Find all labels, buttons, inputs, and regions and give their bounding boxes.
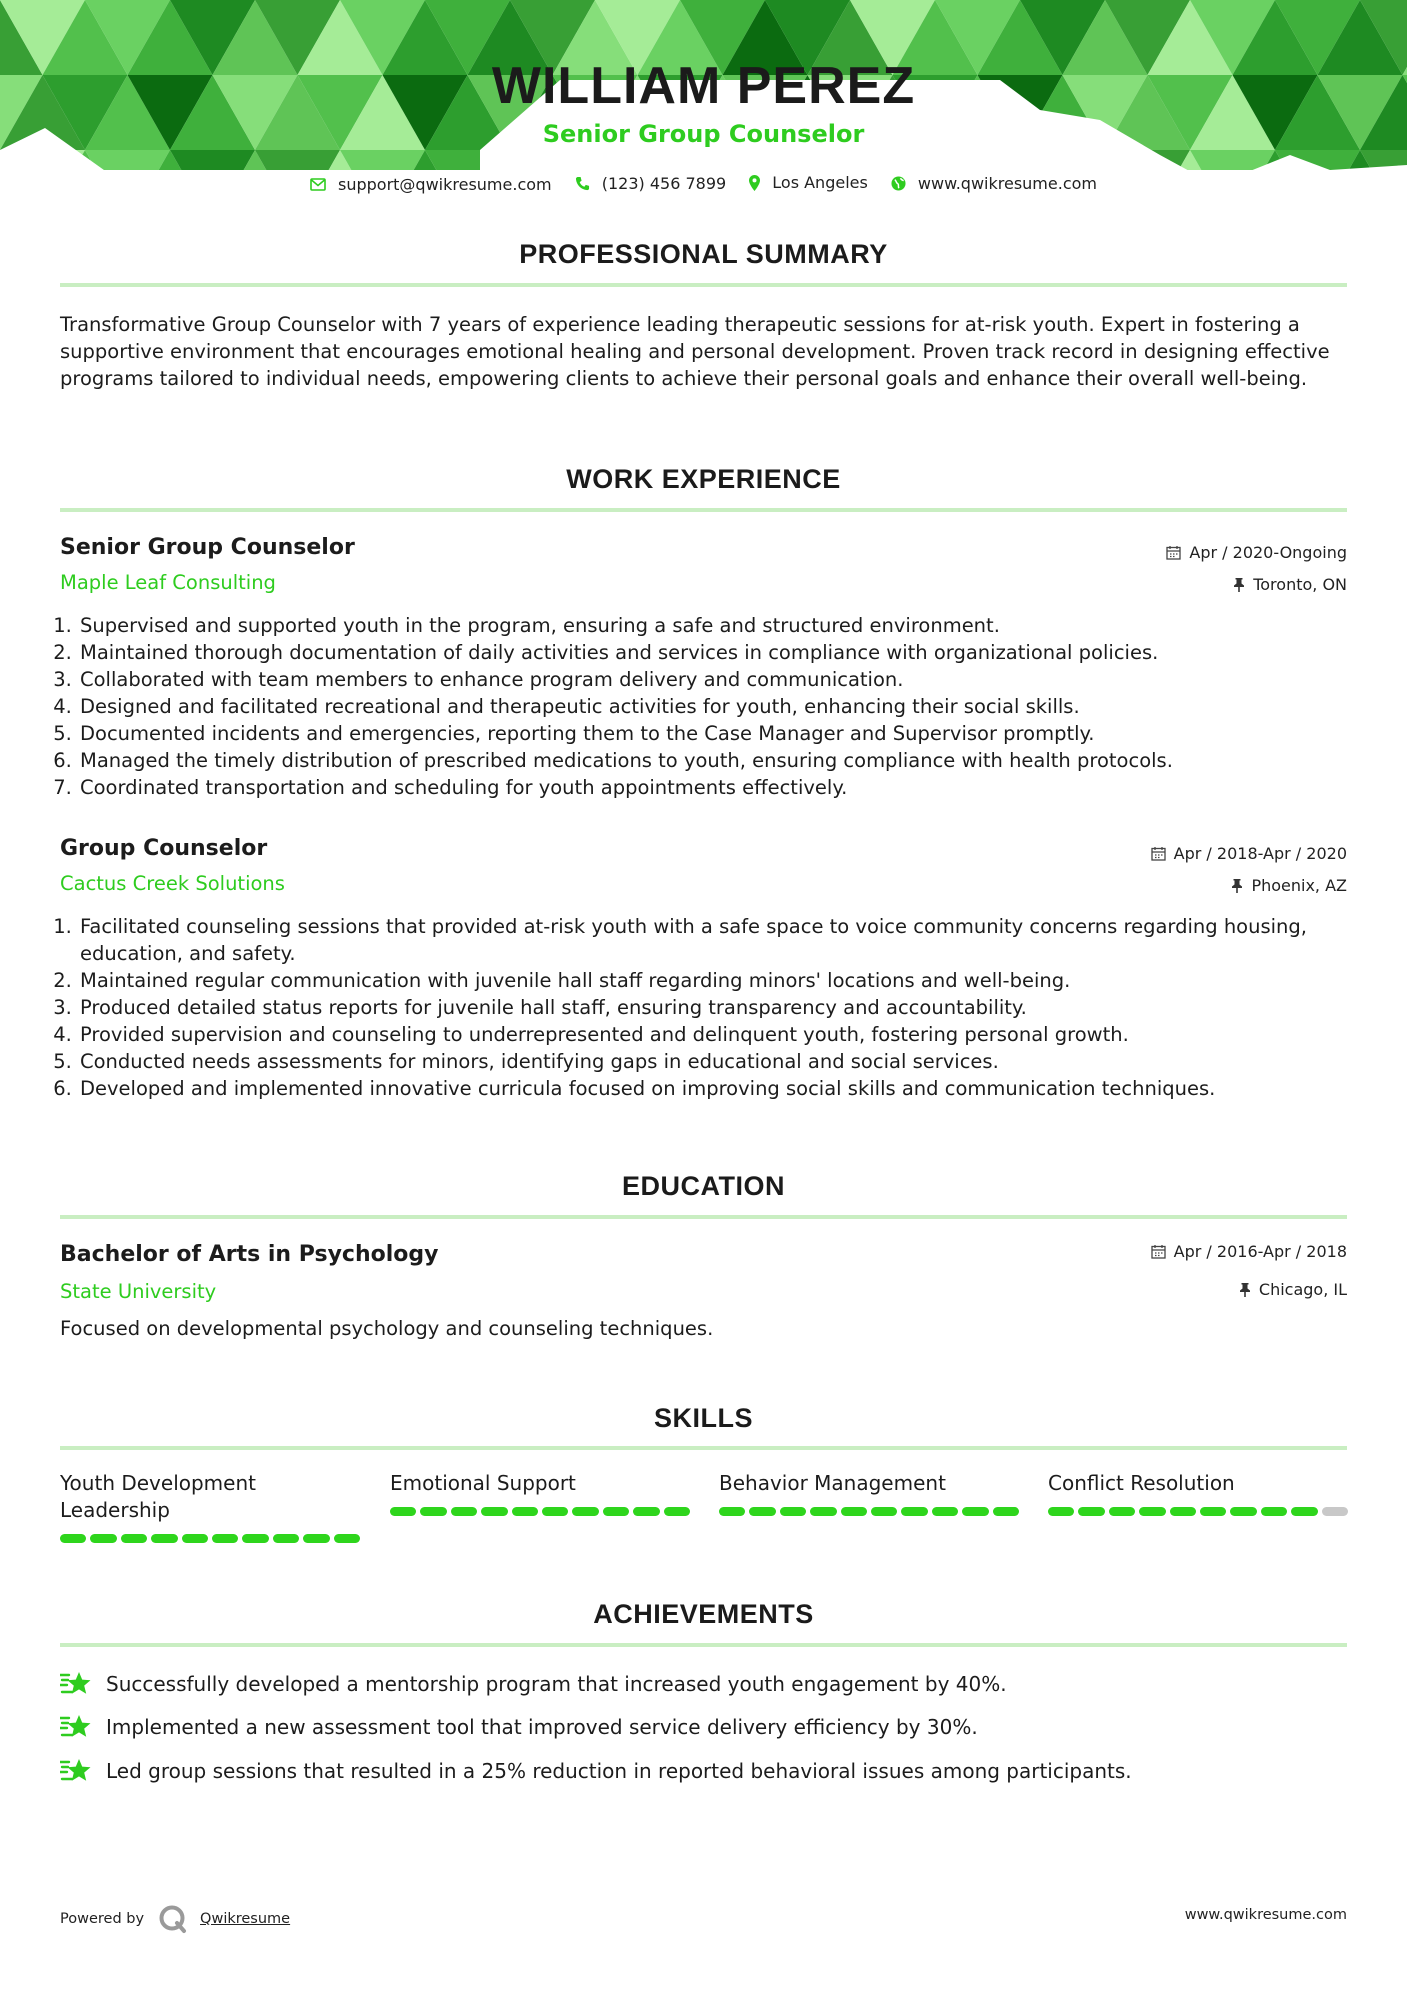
contact-email[interactable]	[310, 175, 552, 194]
qwikresume-link[interactable]: Qwikresume	[200, 1911, 291, 1927]
skill-level-segment	[1200, 1507, 1226, 1516]
job-2-role: Group Counselor	[60, 836, 268, 861]
list-item: 4. Provided supervision and counseling to underrepresented and delinquent youth, fostering personal growth.	[78, 1021, 1368, 1048]
skill-level-segment	[1109, 1507, 1135, 1516]
skill-level-segment	[932, 1507, 958, 1516]
education-dates-text: Apr / 2016-Apr / 2018	[1173, 1242, 1347, 1261]
skill-level-segment	[1170, 1507, 1196, 1516]
skill-item	[390, 1470, 690, 1516]
contact-phone-text: (123) 456 7899	[601, 173, 727, 193]
skill-level-segment	[542, 1507, 568, 1516]
skill-level-segment	[182, 1534, 208, 1543]
job-2-company: Cactus Creek Solutions	[60, 872, 285, 895]
skill-level-segment	[1261, 1507, 1287, 1516]
list-item: 5. Conducted needs assessments for minors, identifying gaps in educational and social services.	[78, 1048, 1368, 1075]
achievement-item	[60, 1713, 978, 1741]
powered-by-label: Powered by	[60, 1911, 145, 1927]
skill-level-segment	[390, 1507, 416, 1516]
skill-level-segment	[512, 1507, 538, 1516]
skill-level-segment	[1048, 1507, 1074, 1516]
pushpin-icon	[1233, 577, 1245, 592]
job-2-dates-text: Apr / 2018-Apr / 2020	[1173, 844, 1347, 863]
footer-powered-by	[60, 1904, 290, 1934]
skill-level-segment	[481, 1507, 507, 1516]
pushpin-icon	[1239, 1282, 1251, 1297]
skill-level-segment	[90, 1534, 116, 1543]
job-2-dates	[1151, 844, 1347, 863]
list-item: 2. Maintained regular communication with juvenile hall staff regarding minors' locations and well-being.	[78, 967, 1368, 994]
job-1-role: Senior Group Counselor	[60, 535, 355, 560]
skill-level-segment	[242, 1534, 268, 1543]
list-item: 5. Documented incidents and emergencies, reporting them to the Case Manager and Supervisor promptly.	[78, 720, 1368, 747]
achievements-heading: ACHIEVEMENTS	[593, 1599, 814, 1629]
skill-level-segment	[420, 1507, 446, 1516]
education-location	[1239, 1280, 1347, 1299]
star-icon	[60, 1713, 92, 1741]
contact-website[interactable]	[891, 174, 1097, 193]
footer-url[interactable]: www.qwikresume.com	[1184, 1907, 1347, 1923]
education-school: State University	[60, 1280, 217, 1303]
star-icon	[60, 1670, 92, 1698]
pushpin-icon	[1231, 878, 1243, 893]
skill-item	[60, 1470, 360, 1543]
list-item: 6. Developed and implemented innovative curricula focused on improving social skills and communication techniques.	[78, 1075, 1368, 1102]
qwikresume-logo	[158, 1904, 188, 1934]
globe-icon	[891, 176, 906, 191]
job-1-location	[1233, 575, 1347, 594]
skill-level-segment	[664, 1507, 690, 1516]
job-1-dates-text: Apr / 2020-Ongoing	[1189, 543, 1347, 562]
list-item: 3. Collaborated with team members to enhance program delivery and communication.	[78, 666, 1368, 693]
job-title: Senior Group Counselor	[542, 120, 865, 148]
skill-level-segment	[121, 1534, 147, 1543]
skill-level-segment	[810, 1507, 836, 1516]
job-1-bullets	[60, 612, 1368, 801]
skill-name: Emotional Support	[390, 1471, 576, 1495]
skill-level-segment	[334, 1534, 360, 1543]
education-dates	[1151, 1242, 1347, 1261]
calendar-icon	[1151, 1244, 1166, 1259]
skill-level-bar	[390, 1507, 690, 1516]
skill-item	[1048, 1470, 1348, 1516]
achievement-item	[60, 1670, 1007, 1698]
skill-level-bar	[1048, 1507, 1348, 1516]
achievement-item	[60, 1757, 1132, 1785]
skill-level-segment	[603, 1507, 629, 1516]
job-2-location-text: Phoenix, AZ	[1251, 876, 1347, 895]
job-2-location	[1231, 876, 1347, 895]
summary-text: Transformative Group Counselor with 7 years of experience leading therapeutic sessions for at-risk youth. Expert in fostering a supportive environment that encourages emotional healing and personal development. Proven track record in designing effective programs tailored to individual needs, empowering clients to achieve their personal goals and enhance their overall well-being.	[60, 313, 1330, 390]
skill-item	[719, 1470, 1019, 1516]
skill-level-bar	[719, 1507, 1019, 1516]
list-item: 1. Facilitated counseling sessions that provided at-risk youth with a safe space to voice community concerns regarding housing, education, and safety.	[78, 913, 1368, 967]
skill-level-segment	[1078, 1507, 1104, 1516]
skill-level-segment	[212, 1534, 238, 1543]
calendar-icon	[1166, 545, 1181, 560]
contact-location-text: Los Angeles	[772, 173, 868, 192]
list-item: 3. Produced detailed status reports for juvenile hall staff, ensuring transparency and accountability.	[78, 994, 1368, 1021]
contact-website-text: www.qwikresume.com	[917, 173, 1097, 193]
job-1-dates	[1166, 543, 1347, 562]
job-2-bullets	[60, 913, 1368, 1102]
skill-name: Youth Development Leadership	[60, 1471, 256, 1522]
map-pin-icon	[749, 175, 760, 191]
education-heading: EDUCATION	[622, 1171, 785, 1201]
skill-level-segment	[1230, 1507, 1256, 1516]
skill-level-segment	[1139, 1507, 1165, 1516]
contact-bar	[0, 173, 1407, 195]
achievement-text: Led group sessions that resulted in a 25% reduction in reported behavioral issues among participants.	[106, 1759, 1132, 1783]
education-degree: Bachelor of Arts in Psychology	[60, 1242, 439, 1267]
summary-heading: PROFESSIONAL SUMMARY	[519, 239, 888, 269]
achievement-text: Successfully developed a mentorship program that increased youth engagement by 40%.	[106, 1672, 1007, 1696]
skill-level-segment	[841, 1507, 867, 1516]
skill-level-segment	[871, 1507, 897, 1516]
skill-level-segment	[719, 1507, 745, 1516]
job-1-company: Maple Leaf Consulting	[60, 571, 276, 594]
skill-level-segment	[572, 1507, 598, 1516]
achievements-divider	[60, 1643, 1347, 1647]
skill-level-bar	[60, 1534, 360, 1543]
star-icon	[60, 1757, 92, 1785]
contact-location	[749, 173, 868, 192]
skill-level-segment	[749, 1507, 775, 1516]
envelope-icon	[310, 178, 326, 191]
education-description: Focused on developmental psychology and counseling techniques.	[60, 1317, 714, 1340]
list-item: 7. Coordinated transportation and scheduling for youth appointments effectively.	[78, 774, 1368, 801]
experience-divider	[60, 508, 1347, 512]
list-item: 6. Managed the timely distribution of prescribed medications to youth, ensuring compliance with health protocols.	[78, 747, 1368, 774]
candidate-name: WILLIAM PEREZ	[491, 57, 916, 115]
skill-level-segment	[1322, 1507, 1348, 1516]
skill-level-segment	[633, 1507, 659, 1516]
list-item: 2. Maintained thorough documentation of daily activities and services in compliance with organizational policies.	[78, 639, 1368, 666]
job-1-location-text: Toronto, ON	[1253, 575, 1347, 594]
calendar-icon	[1151, 846, 1166, 861]
skill-level-segment	[273, 1534, 299, 1543]
skill-level-segment	[780, 1507, 806, 1516]
education-divider	[60, 1215, 1347, 1219]
education-location-text: Chicago, IL	[1258, 1280, 1347, 1299]
contact-email-text: support@qwikresume.com	[338, 174, 552, 194]
skill-level-segment	[151, 1534, 177, 1543]
list-item: 1. Supervised and supported youth in the program, ensuring a safe and structured environment.	[78, 612, 1368, 639]
phone-icon	[575, 176, 590, 191]
skill-level-segment	[1291, 1507, 1317, 1516]
skill-level-segment	[60, 1534, 86, 1543]
experience-heading: WORK EXPERIENCE	[566, 464, 841, 494]
skill-level-segment	[451, 1507, 477, 1516]
contact-phone[interactable]	[575, 174, 726, 193]
skill-level-segment	[993, 1507, 1019, 1516]
skills-divider	[60, 1446, 1347, 1450]
skill-name: Conflict Resolution	[1048, 1471, 1235, 1495]
skill-level-segment	[303, 1534, 329, 1543]
skill-name: Behavior Management	[719, 1471, 946, 1495]
summary-divider	[60, 283, 1347, 287]
list-item: 4. Designed and facilitated recreational and therapeutic activities for youth, enhancing their social skills.	[78, 693, 1368, 720]
achievement-text: Implemented a new assessment tool that improved service delivery efficiency by 30%.	[106, 1715, 978, 1739]
skills-heading: SKILLS	[653, 1403, 753, 1433]
skill-level-segment	[962, 1507, 988, 1516]
skill-level-segment	[901, 1507, 927, 1516]
